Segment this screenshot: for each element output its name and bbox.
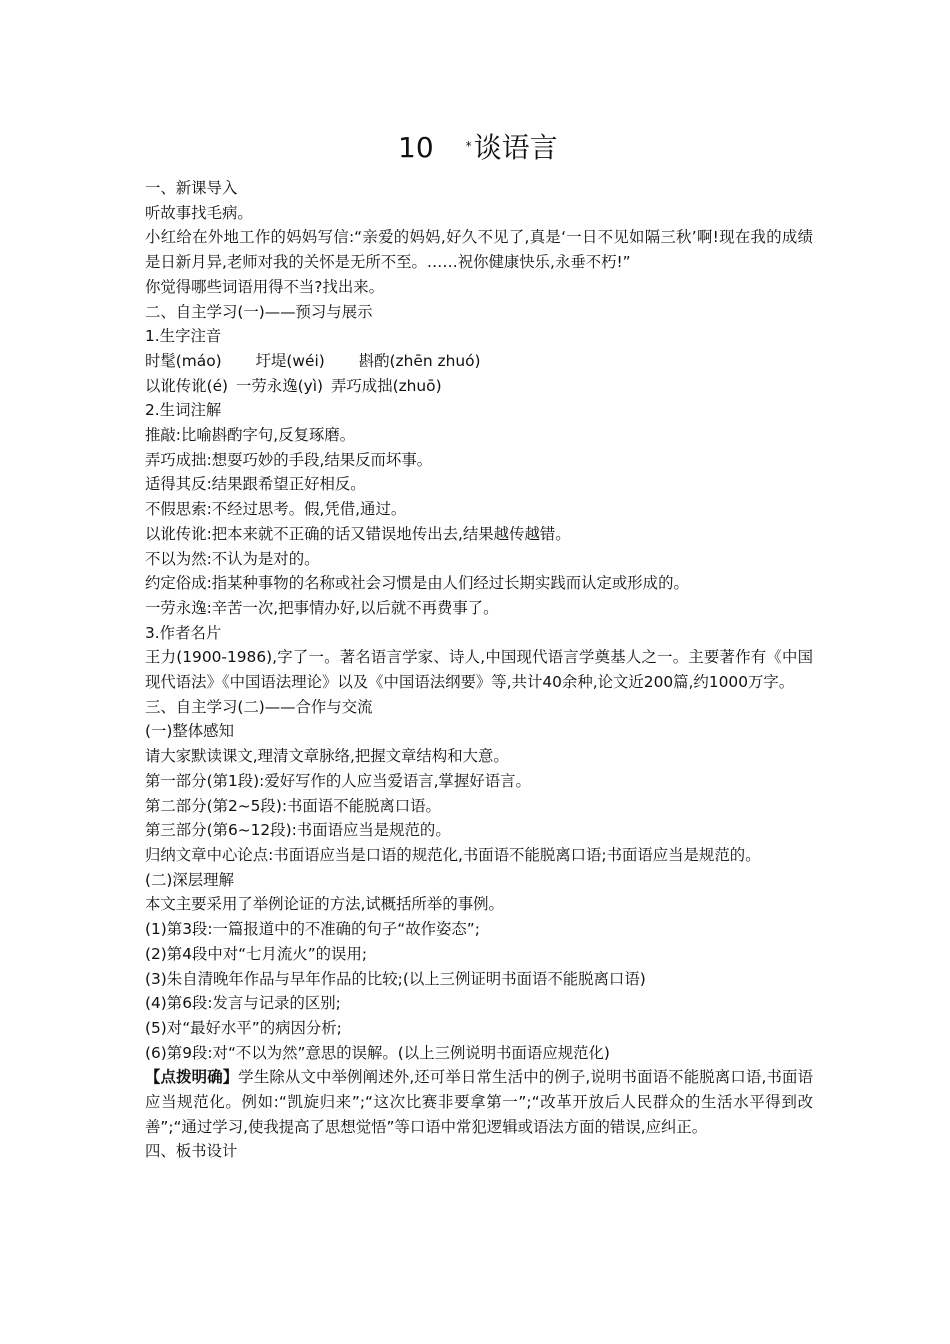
tip-paragraph bbox=[145, 1065, 813, 1139]
lesson-title: 谈语言 bbox=[473, 131, 558, 164]
tip-text: 学生除从文中举例阐述外,还可举日常生活中的例子,说明书面语不能脱离口语,书面语应当规范化。例如:“凯旋归来”;“这次比赛非要拿第一”;“改革开放后人民群众的生活水平得到改善”;“通过学习,使我提高了思想觉悟”等口语中常犯逻辑或语法方面的错误,应纠正。 bbox=[145, 1068, 813, 1136]
deep-item: 本文主要采用了举例论证的方法,试概括所举的事例。 bbox=[145, 895, 504, 914]
overview-item: 归纳文章中心论点:书面语应当是口语的规范化,书面语不能脱离口语;书面语应当是规范的。 bbox=[145, 845, 761, 864]
tip-label: 【点拨明确】 bbox=[145, 1068, 239, 1087]
section-heading-4: 四、板书设计 bbox=[145, 1142, 238, 1161]
pinyin-row-2 bbox=[145, 374, 813, 399]
overview-item: 第一部分(第1段):爱好写作的人应当爱语言,掌握好语言。 bbox=[145, 771, 531, 790]
vocab-item: 推敲:比喻斟酌字句,反复琢磨。 bbox=[145, 426, 356, 445]
vocab-item: 适得其反:结果跟希望正好相反。 bbox=[145, 475, 366, 494]
pinyin-item: 以讹传讹(é) bbox=[145, 376, 229, 395]
subheading-pinyin: 1.生字注音 bbox=[145, 327, 222, 346]
pinyin-row-1 bbox=[145, 349, 813, 374]
deep-item: (5)对“最好水平”的病因分析; bbox=[145, 1018, 342, 1037]
vocab-item: 不假思索:不经过思考。假,凭借,通过。 bbox=[145, 500, 407, 519]
deep-item: (4)第6段:发言与记录的区别; bbox=[145, 994, 341, 1013]
pinyin-item: 时髦(máo) bbox=[145, 351, 222, 370]
document-body bbox=[145, 176, 813, 1164]
overview-item: 第二部分(第2~5段):书面语不能脱离口语。 bbox=[145, 796, 441, 815]
pinyin-item: 一劳永逸(yì) bbox=[236, 376, 324, 395]
subheading-deep: (二)深层理解 bbox=[145, 870, 234, 889]
author-paragraph: 王力(1900-1986),字了一。著名语言学家、诗人,中国现代语言学奠基人之一。主要著作有《中国现代语法》《中国语法理论》以及《中国语法纲要》等,共计40余种,论文近200篇,约1000万字。 bbox=[145, 648, 813, 692]
deep-item: (2)第4段中对“七月流火”的误用; bbox=[145, 944, 368, 963]
section-heading-3: 三、自主学习(二)——合作与交流 bbox=[145, 697, 373, 716]
deep-item: (1)第3段:一篇报道中的不准确的句子“故作姿态”; bbox=[145, 920, 480, 939]
vocab-item: 不以为然:不认为是对的。 bbox=[145, 549, 320, 568]
subheading-overview: (一)整体感知 bbox=[145, 722, 234, 741]
intro-text: 听故事找毛病。 bbox=[145, 203, 253, 222]
pinyin-item: 圩堤(wéi) bbox=[255, 351, 325, 370]
vocab-item: 以讹传讹:把本来就不正确的话又错误地传出去,结果越传越错。 bbox=[145, 524, 571, 543]
pinyin-item: 斟酌(zhēn zhuó) bbox=[358, 351, 481, 370]
vocab-item: 一劳永逸:辛苦一次,把事情办好,以后就不再费事了。 bbox=[145, 598, 499, 617]
vocab-item: 约定俗成:指某种事物的名称或社会习惯是由人们经过长期实践而认定或形成的。 bbox=[145, 574, 689, 593]
lesson-number: 10 bbox=[398, 131, 434, 164]
section-heading-1: 一、新课导入 bbox=[145, 179, 238, 197]
subheading-vocab: 2.生词注解 bbox=[145, 401, 222, 420]
story-paragraph: 小红给在外地工作的妈妈写信:“亲爱的妈妈,好久不见了,真是‘一日不见如隔三秋’啊!现在我的成绩是日新月异,老师对我的关怀是无所不至。……祝你健康快乐,永垂不朽!” bbox=[145, 228, 813, 272]
deep-item: (3)朱自清晚年作品与早年作品的比较;(以上三例证明书面语不能脱离口语) bbox=[145, 969, 646, 988]
vocab-item: 弄巧成拙:想耍巧妙的手段,结果反而坏事。 bbox=[145, 450, 433, 469]
page-title bbox=[398, 128, 558, 168]
pinyin-item: 弄巧成拙(zhuō) bbox=[331, 376, 442, 395]
optional-lesson-star: * bbox=[465, 139, 472, 153]
overview-item: 请大家默读课文,理清文章脉络,把握文章结构和大意。 bbox=[145, 747, 509, 766]
overview-item: 第三部分(第6~12段):书面语应当是规范的。 bbox=[145, 821, 451, 840]
section-heading-2: 二、自主学习(一)——预习与展示 bbox=[145, 302, 373, 321]
deep-item: (6)第9段:对“不以为然”意思的误解。(以上三例说明书面语应规范化) bbox=[145, 1043, 610, 1062]
question-text: 你觉得哪些词语用得不当?找出来。 bbox=[145, 277, 385, 296]
subheading-author: 3.作者名片 bbox=[145, 623, 222, 642]
